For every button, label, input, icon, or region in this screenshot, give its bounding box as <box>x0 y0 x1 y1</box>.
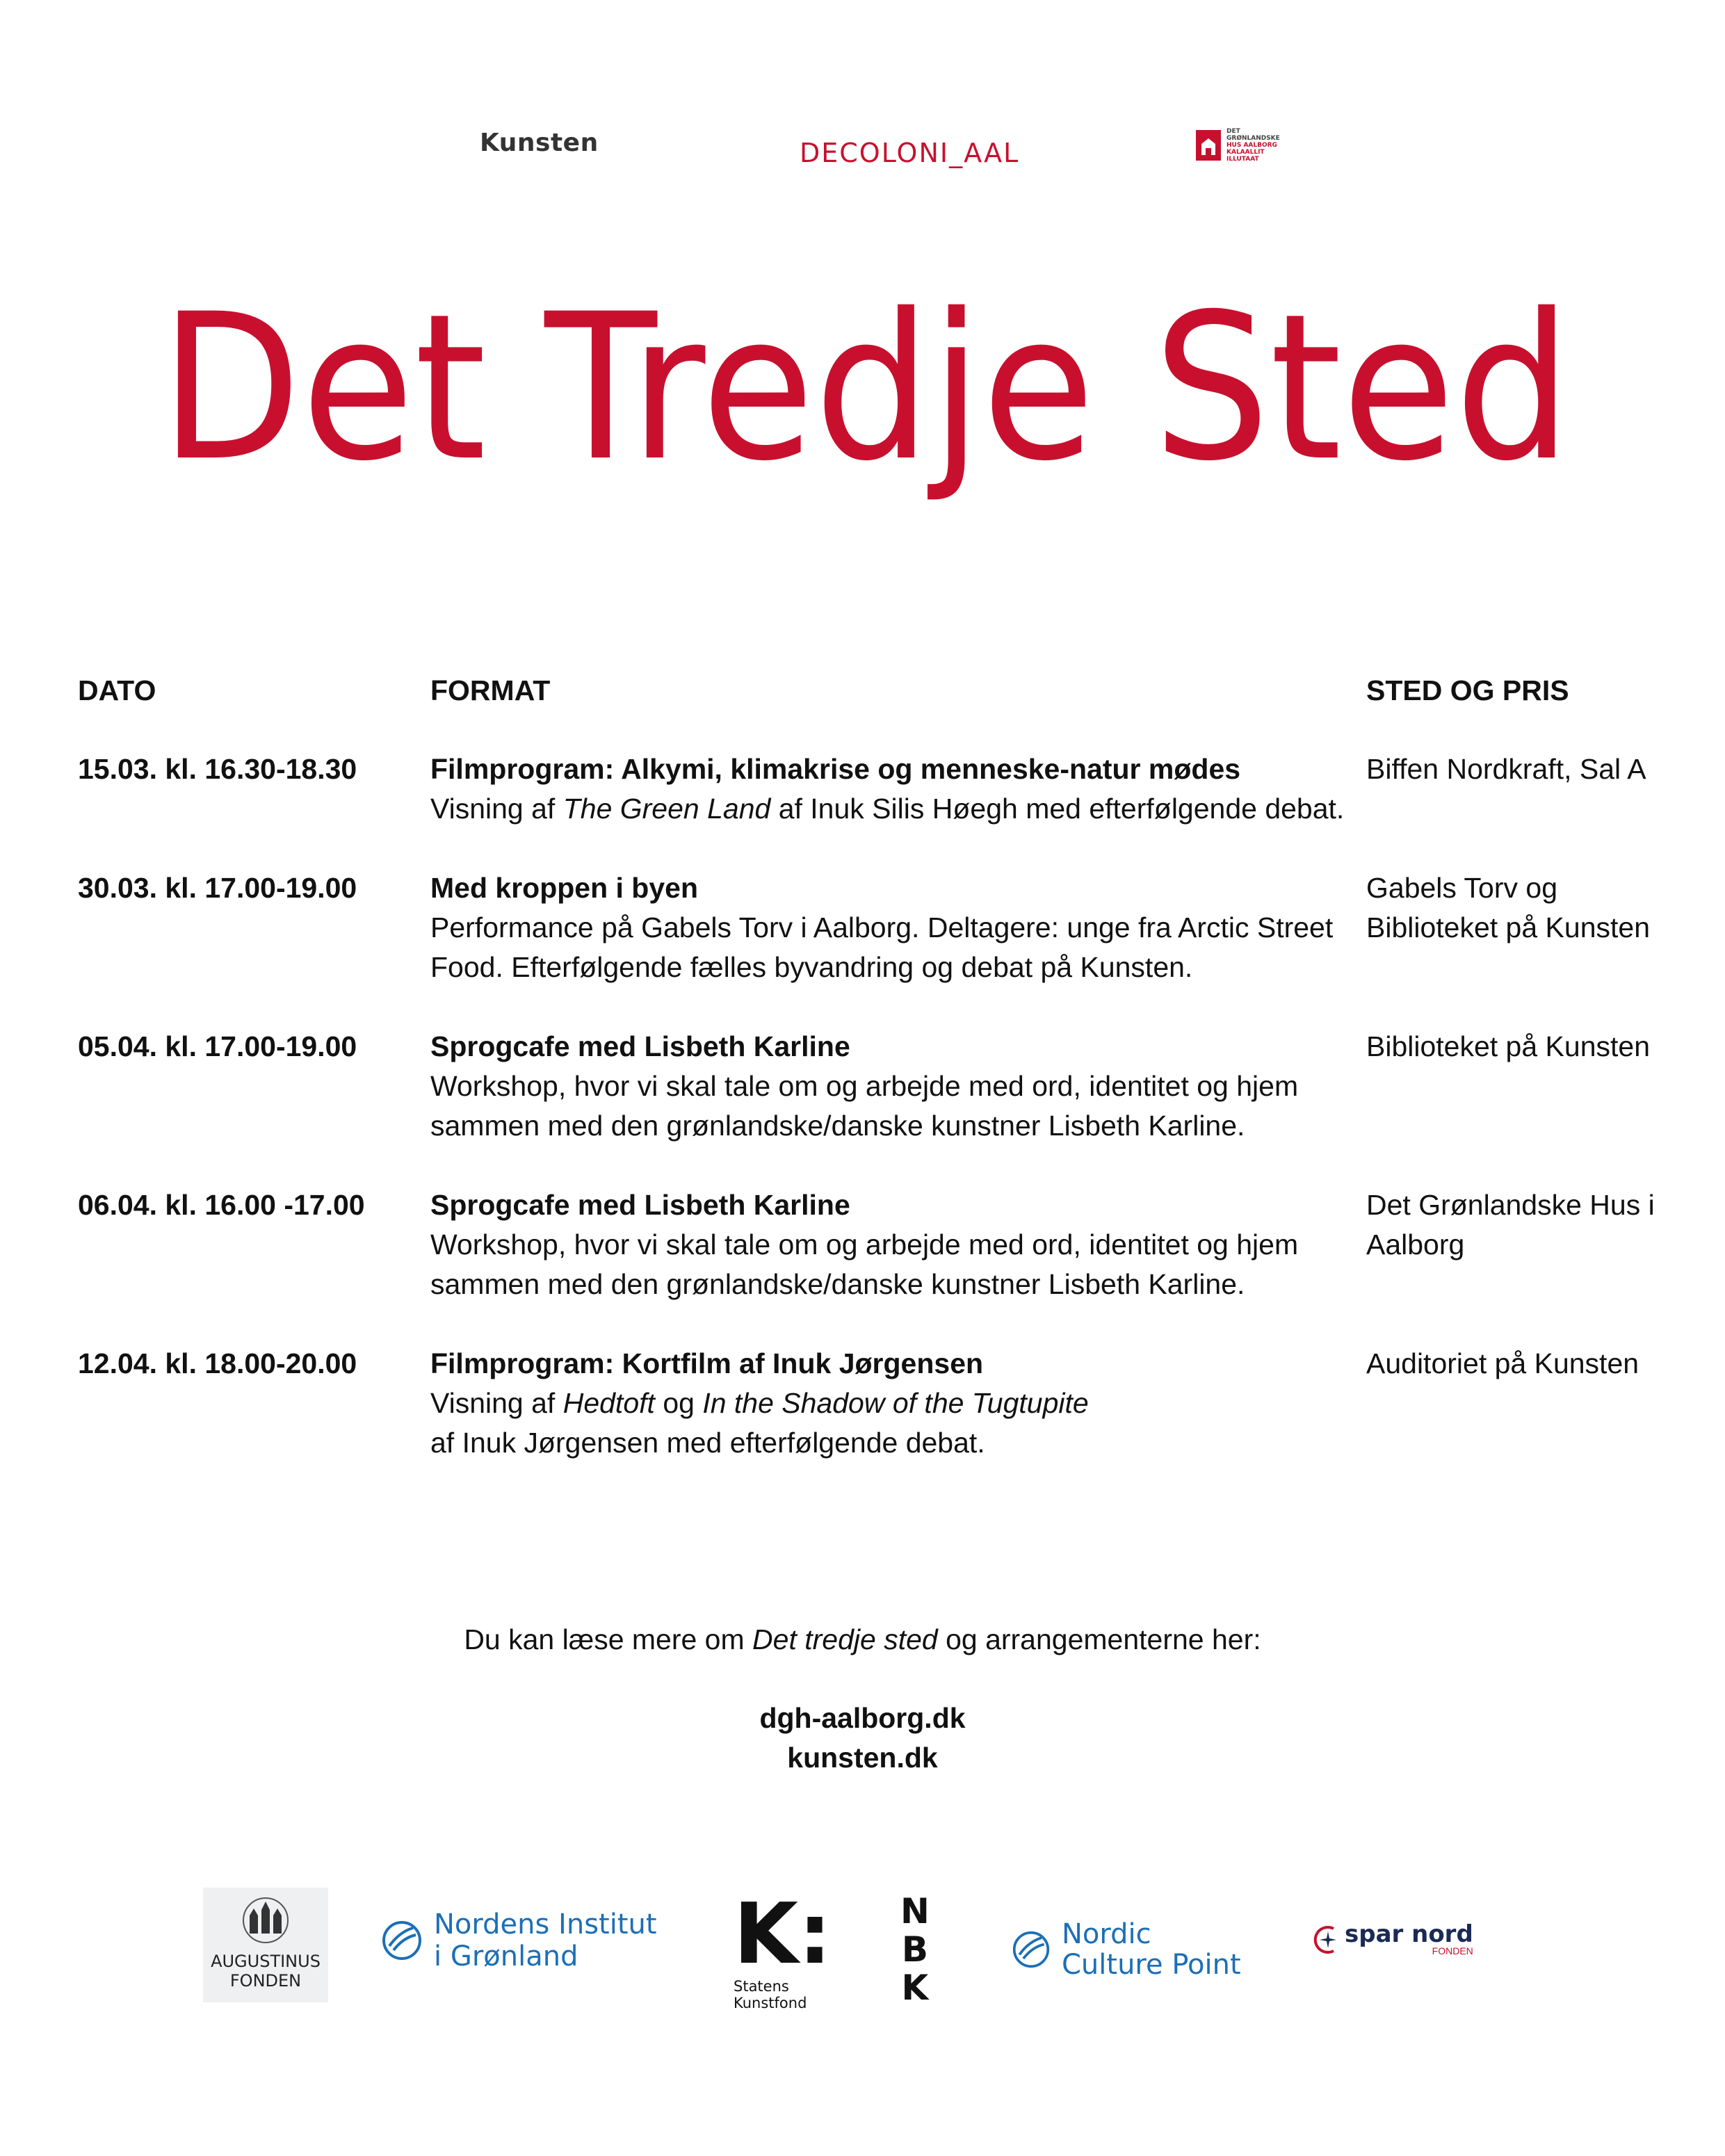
decolonial-logo <box>800 128 1020 177</box>
dgh-text-2: GRØNLANDSKE <box>1226 135 1280 142</box>
event-title: Filmprogram: Alkymi, klimakrise og menneske-natur mødes <box>430 753 1241 785</box>
augustinus-crest-icon <box>234 1896 297 1945</box>
event-title: Sprogcafe med Lisbeth Karline <box>430 1030 850 1062</box>
page-title-text: Det Tredje Sted <box>160 271 1571 505</box>
spar-nord-sub: FONDEN <box>1432 1945 1473 1956</box>
statens-k-mark: K: <box>734 1886 832 1983</box>
statens-line2: Kunstfond <box>734 1995 807 2011</box>
read-more-text: Du kan læse mere om Det tredje sted og arrangementerne her: <box>464 1623 1261 1655</box>
table-row <box>78 868 1663 987</box>
nordic-line2: Culture Point <box>1062 1949 1241 1981</box>
decolonial-logo-text: DECOLONI_AAL <box>800 138 1020 168</box>
event-description: Workshop, hvor vi skal tale om og arbejde med ord, identitet og hjem sammen med den grønlandske/danske kunstner Lisbeth Karline. <box>430 1229 1299 1300</box>
nordens-institut-icon <box>381 1920 423 1961</box>
event-place: Biblioteket på Kunsten <box>1366 1030 1650 1062</box>
event-date: 15.03. kl. 16.30-18.30 <box>78 753 357 785</box>
nbk-logo <box>900 1892 930 2007</box>
dgh-text-3: HUS AALBORG <box>1226 142 1277 149</box>
spar-nord-fonden-logo <box>1313 1920 1473 1956</box>
statens-line1: Statens <box>734 1978 789 1995</box>
link-kunsten[interactable]: kunsten.dk <box>787 1742 938 1774</box>
event-date: 12.04. kl. 18.00-20.00 <box>78 1347 357 1379</box>
nbk-b: B <box>901 1929 928 1970</box>
event-description: Visning af Hedtoft og In the Shadow of the Tugtupite af Inuk Jørgensen med efterfølgende debat. <box>430 1387 1089 1459</box>
nordic-culture-point-logo <box>1012 1919 1241 1980</box>
event-description: Visning af The Green Land af Inuk Silis Høegh med efterfølgende debat. <box>430 793 1345 825</box>
augustinus-line1: AUGUSTINUS <box>211 1952 321 1971</box>
schedule-table <box>78 671 1663 1502</box>
link-dgh[interactable]: dgh-aalborg.dk <box>759 1702 966 1734</box>
nordic-line1: Nordic <box>1062 1918 1151 1950</box>
table-row <box>78 1344 1663 1463</box>
event-place: Auditoriet på Kunsten <box>1366 1347 1639 1379</box>
nbk-k: K <box>901 1968 929 2008</box>
event-place: Biffen Nordkraft, Sal A <box>1366 753 1646 785</box>
event-title: Sprogcafe med Lisbeth Karline <box>430 1189 850 1221</box>
event-place: Det Grønlandske Hus i Aalborg <box>1366 1189 1655 1261</box>
nordens-institut-logo <box>381 1908 657 1972</box>
table-row <box>78 1027 1663 1146</box>
event-place: Gabels Torv og Biblioteket på Kunsten <box>1366 872 1650 943</box>
statens-kunstfond-logo <box>734 1886 832 2011</box>
table-header <box>78 671 1663 711</box>
augustinus-fonden-logo <box>203 1888 328 2002</box>
dgh-text-5: ILLUTAAT <box>1226 156 1259 163</box>
event-date: 06.04. kl. 16.00 -17.00 <box>78 1189 365 1221</box>
header-date: DATO <box>78 674 156 706</box>
event-description: Workshop, hvor vi skal tale om og arbejde med ord, identitet og hjem sammen med den grønlandske/danske kunstner Lisbeth Karline. <box>430 1070 1299 1142</box>
nordens-line1: Nordens Institut <box>434 1908 657 1940</box>
dgh-logo <box>1196 121 1280 170</box>
nordic-culture-point-icon <box>1012 1930 1051 1969</box>
spar-nord-text: spar nord <box>1345 1920 1473 1948</box>
table-row <box>78 749 1663 829</box>
dgh-text-4: KALAALLIT <box>1226 149 1265 156</box>
header-format: FORMAT <box>430 674 551 706</box>
kunsten-logo: Kunsten <box>480 128 599 157</box>
links-block <box>0 1699 1725 1778</box>
nordens-line2: i Grønland <box>434 1940 578 1972</box>
spar-nord-star-icon <box>1313 1924 1341 1955</box>
dgh-house-icon <box>1196 130 1221 161</box>
event-title: Med kroppen i byen <box>430 872 698 904</box>
nbk-n: N <box>900 1891 930 1931</box>
table-row <box>78 1185 1663 1304</box>
augustinus-line2: FONDEN <box>229 1971 302 1991</box>
event-date: 05.04. kl. 17.00-19.00 <box>78 1030 357 1062</box>
event-date: 30.03. kl. 17.00-19.00 <box>78 872 357 904</box>
page-title <box>160 271 1578 521</box>
event-title: Filmprogram: Kortfilm af Inuk Jørgensen <box>430 1347 984 1379</box>
dgh-text-1: DET <box>1226 128 1240 135</box>
header-place: STED OG PRIS <box>1366 674 1569 706</box>
event-description: Performance på Gabels Torv i Aalborg. Deltagere: unge fra Arctic Street Food. Efterfølgende fælles byvandring og debat på Kunsten. <box>430 911 1334 983</box>
